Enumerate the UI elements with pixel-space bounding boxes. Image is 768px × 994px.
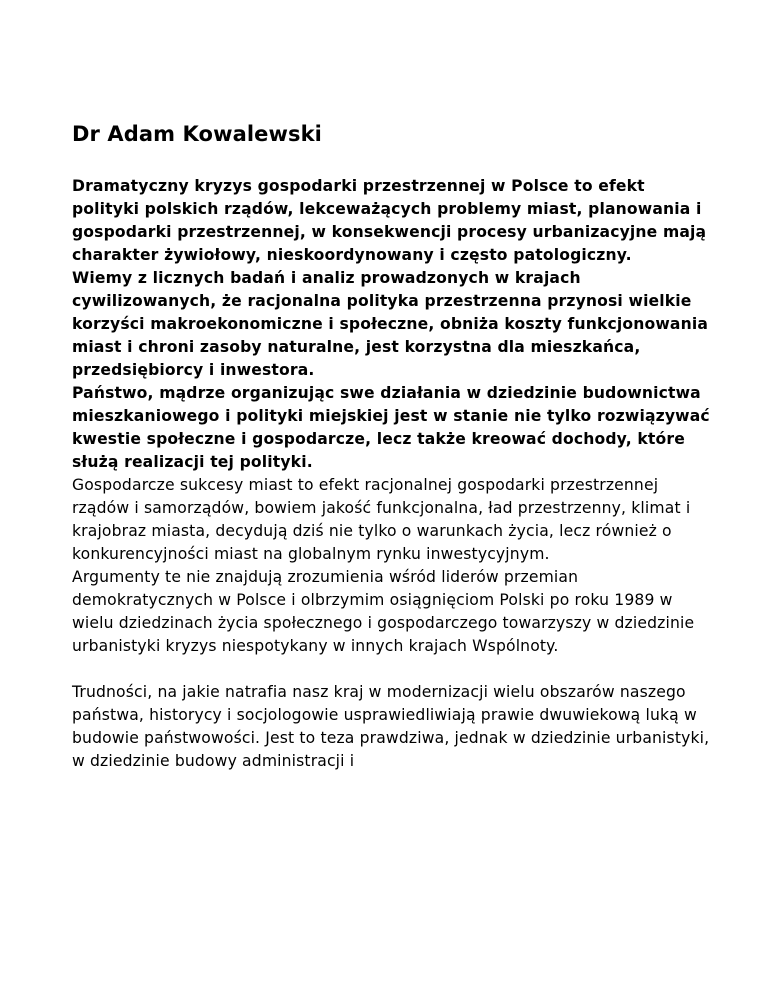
bold-paragraph: Wiemy z licznych badań i analiz prowadzonych w krajach cywilizowanych, że racjonalna polityka przestrzenna przynosi wielkie korzyści makroekonomiczne i społeczne, obniża koszty funkcjonowania miast i chroni zasoby naturalne, jest korzystna dla mieszkańca, przedsiębiorcy i inwestora.: [72, 269, 708, 379]
paragraph-spacer: [72, 658, 712, 681]
normal-paragraphs: [72, 474, 712, 773]
bold-paragraph: Państwo, mądrze organizując swe działania w dziedzinie budownictwa mieszkaniowego i polityki miejskiej jest w stanie nie tylko rozwiązywać kwestie społeczne i gospodarcze, lecz także kreować dochody, które służą realizacji tej polityki.: [72, 384, 710, 471]
body-paragraph-final: Trudności, na jakie natrafia nasz kraj w modernizacji wielu obszarów naszego państwa, historycy i socjologowie usprawiedliwiają prawie dwuwiekową luką w budowie państwowości. Jest to teza prawdziwa, jednak w dziedzinie urbanistyki, w dziedzinie budowy administracji i: [72, 683, 710, 770]
body-paragraph: Gospodarcze sukcesy miast to efekt racjonalnej gospodarki przestrzennej rządów i samorządów, bowiem jakość funkcjonalna, ład przestrzenny, klimat i krajobraz miasta, decydują dziś nie tylko o warunkach życia, lecz również o konkurencyjności miast na globalnym rynku inwestycyjnym.: [72, 476, 691, 563]
bold-paragraphs: [72, 175, 712, 474]
document-title: Dr Adam Kowalewski: [72, 122, 322, 146]
bold-paragraph: Dramatyczny kryzys gospodarki przestrzennej w Polsce to efekt polityki polskich rządów, lekceważących problemy miast, planowania i gospodarki przestrzennej, w konsekwencji procesy urbanizacyjne mają charakter żywiołowy, nieskoordynowany i często patologiczny.: [72, 177, 707, 264]
document-page: [72, 120, 712, 773]
body-paragraph: Argumenty te nie znajdują zrozumienia wśród liderów przemian demokratycznych w Polsce i olbrzymim osiągnięciom Polski po roku 1989 w wielu dziedzinach życia społecznego i gospodarczego towarzyszy w dziedzinie urbanistyki kryzys niespotykany w innych krajach Wspólnoty.: [72, 568, 695, 655]
